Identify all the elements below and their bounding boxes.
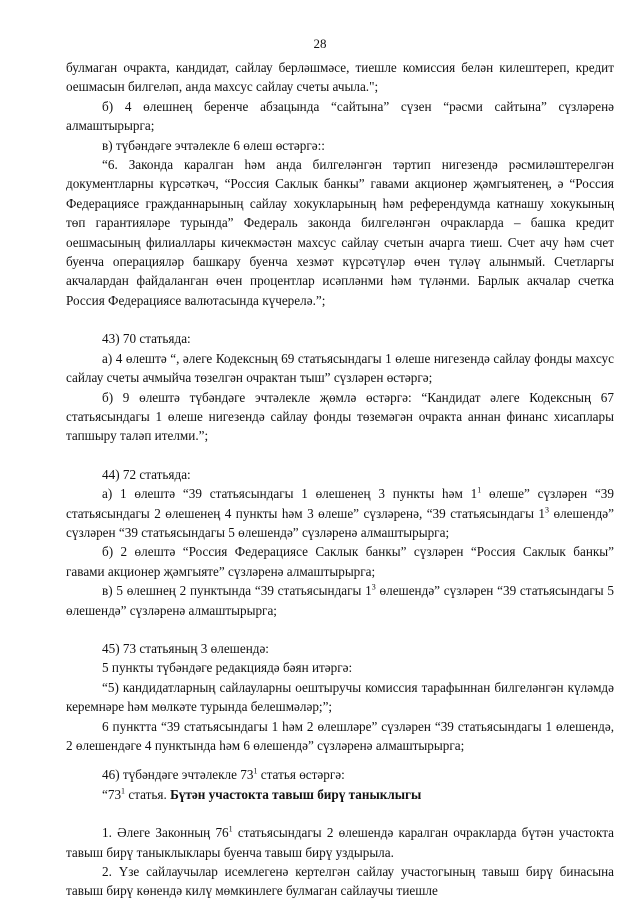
- paragraph: а) 4 өлештә “, әлеге Кодексның 69 статьясындагы 1 өлеше нигезендә сайлау фонды махсус сайлау счеты ачмыйча төзелгән очрактан тыш” сүзләрен өстәргә;: [66, 350, 614, 386]
- paragraph: 5 пункты түбәндәге редакциядә бәян итәргә:: [102, 660, 353, 676]
- paragraph: б) 9 өлештә түбәндәге эчтәлекле җөмлә өстәргә: “Кандидат әлеге Кодексның 67 статьясындагы 1 өлеше нигезендә сайлау фонды төземәгән очракта аннан финанс хисаплары тапшыру таләп ителми.”;: [66, 389, 614, 444]
- paragraph: “5) кандидатларның сайлауларны оештыручы комиссия тарафыннан билгеләнгән күләмдә керемнәре һәм мөлкәте турында белешмәләр;”;: [66, 679, 614, 715]
- paragraph: 1. Әлеге Законның $76^1$ статьясындагы 2 өлешендә каралган очракларда бүтән участокта тавыш бирү таныклыклары буенча тавыш бирү уздырыла.: [66, 824, 614, 860]
- paragraph: б) 2 өлештә “Россия Федерациясе Саклык банкы” сүзләрен “Россия Саклык банкы” гавами акционер җәмгыяте” сүзләренә алмаштырырга;: [66, 544, 614, 579]
- page-number: 28: [313, 36, 327, 51]
- paragraph: 6 пунктта “39 статьясындагы 1 һәм 2 өлешләре” сүзләрен “39 статьясындагы 1 өлешендә, 2 өлешендәге 4 пунктында һәм 6 өлешендә” сүзләренә алмаштырырга;: [66, 718, 614, 753]
- section-heading-45: 45) 73 статьяның 3 өлешендә:: [102, 640, 269, 656]
- section-heading-43: 43) 70 статьяда:: [102, 331, 191, 347]
- paragraph: 2. Үзе сайлаучылар исемлегенә кертелгән сайлау участогының тавыш бирү бинасына тавыш бирү көнендә килү мөмкинлеге булмаган сайлаучы тиешле: [66, 864, 614, 899]
- document-body: [66, 58, 614, 901]
- paragraph: “6. Законда каралган һәм анда билгеләнгән тәртип нигезендә рәсмиләштерелгән документларны күрсәткәч, “Россия Саклык банкы” гавами акционер җәмгыятенең, ә “Россия Федерациясе гражданнарының сайлау хокукларының һәм референдумда катнашу хокукының төп гарантияләре турында” Федераль законда билгеләнгән очракларда – башка кредит оешмасының филиаллары кичекмәстән махсус сайлау счетын ачарга тиеш. Счет ачу һәм счет буенча операцияләр башкару буенча хезмәт күрсәтүләр өчен түләү алынмый. Счетларгы акчалардан файдаланган өчен процентлар исәпләнми һәм түләнми. Барлык акчалар счетка Россия Федерациясе валютасында күчерелә.”;: [66, 157, 614, 308]
- paragraph: булмаган очракта, кандидат, сайлау берләшмәсе, тиешле комиссия белән килештереп, кредит оешмасын билгеләп, анда махсус сайлау счеты ачыла.";: [66, 60, 614, 95]
- paragraph: в) түбәндәге эчтәлекле 6 өлеш өстәргә::: [102, 137, 325, 153]
- paragraph: а) 1 өлештә “39 статьясындагы 1 өлешенең 3 пункты һәм $1^1$ өлеше” сүзләрен “39 статьясындагы 2 өлешенең 4 пункты һәм 3 өлеше” сүзләренә, “39 статьясындагы $1^3$ өлешендә” сүзләрен “39 статьясындагы 5 өлешендә” сүзләренә алмаштырырга;: [66, 485, 614, 540]
- paragraph: в) 5 өлешнең 2 пунктында “39 статьясындагы $1^3$ өлешендә” сүзләрен “39 статьясындагы 5 өлешендә” сүзләренә алмаштырырга;: [66, 582, 614, 618]
- section-heading-44: 44) 72 статьяда:: [102, 466, 191, 482]
- paragraph: б) 4 өлешнең беренче абзацында “сайтына” сүзен “рәсми сайтына” сүзләренә алмаштырырга;: [66, 98, 614, 134]
- section-heading-46: 46) түбәндәге эчтәлекле $73^1$ статья өстәргә:: [102, 767, 345, 783]
- article-title: “$73^1$ статья. Бүтән участокта тавыш бирү таныклыгы: [102, 786, 422, 802]
